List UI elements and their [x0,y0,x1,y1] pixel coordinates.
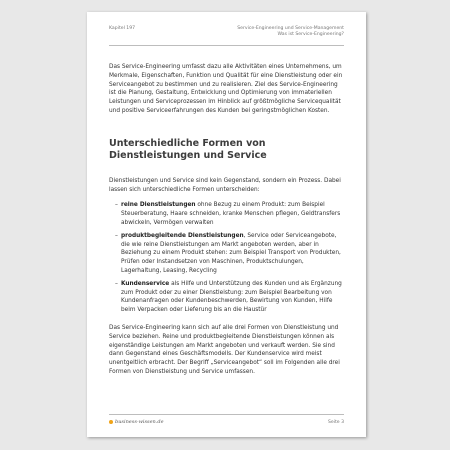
brand-logo[interactable] [109,419,164,425]
page-number: Seite 3 [327,420,344,425]
list-item-text: als Hilfe und Unterstützung des Kunden und als Ergänzung zum Produkt oder zu einer Dienstleistung: zum Beispiel Bearbeitung von Kundenanfragen oder Kundenbeschwerden, Bewirtung von Kunden, Hilfe beim Verpacken oder Lieferung bis an die Haustür [121,280,342,314]
list-item [115,280,344,315]
intro-paragraph: Das Service-Engineering umfasst dazu alle Aktivitäten eines Unternehmens, um Merkmale, Eigenschaften, Funktion und Qualität für eine Dienstleistung oder ein Serviceangebot zu bestimmen und zu realisieren. Ziel des Service-Engineering ist die Planung, Gestaltung, Entwicklung und Optimierung von immateriellen Leistungen und Serviceprozessen im Hinblick auf größtmögliche Servicequalität und positive Serviceerfahrungen des Kunden bei geringstmöglichen Kosten. [109,64,343,114]
list-item-lead: Kundenservice [121,280,170,287]
page-footer [109,414,344,429]
header-title-line2: Was ist Service-Engineering? [277,32,344,37]
list-item-text: ohne Bezug zu einem Produkt: zum Beispiel Steuerberatung, Haare schneiden, kranke Menschen pflegen, Geldtransfers abwickeln, Vermögen verwalten [121,202,341,226]
list-dash: – [115,232,118,239]
forms-intro-paragraph: Dienstleistungen und Service sind kein Gegenstand, sondern ein Prozess. Dabei lassen sich unterschiedliche Formen unterscheiden: [109,177,341,193]
logo-text: business-wissen.de [115,419,164,425]
document-page [87,12,366,437]
list-item-lead: reine Dienstleistungen [121,202,196,209]
list-item-lead: produktbegleitende Dienstleistungen [121,232,244,239]
closing-paragraph: Das Service-Engineering kann sich auf alle drei Formen von Dienstleistung und Service beziehen. Reine und produktbegleitende Dienstleistungen können als eigenständige Leistungen am Markt angeboten und verkauft werden. Sie sind dann Gegenstand eines Geschäftsmodells. Der Kundenservice wird meist unentgeltlich erbracht. Der Begriff „Serviceangebot“ soll im Folgenden alle drei Formen von Dienstleistung und Service umfassen. [109,324,340,375]
section-heading: Unterschiedliche Formen von Dienstleistungen und Service [109,137,267,162]
service-forms-list [109,201,344,315]
list-item [115,232,344,276]
list-item-text: , Service oder Serviceangebote, die wie reine Dienstleistungen am Markt angeboten werden, aber in Beziehung zu einem Produkt stehen: zum Beispiel Transport von Produkten, Prüfen oder Instandsetzen von Maschinen, Produktschulungen, Lagerhaltung, Leasing, Recycling [121,232,341,274]
page-header [109,26,344,46]
header-title [237,26,344,38]
page-body [109,63,344,377]
list-dash: – [115,280,118,287]
list-dash: – [115,202,118,209]
chapter-label: Kapitel 197 [109,26,136,31]
header-title-line1: Service-Engineering und Service-Management [237,26,344,31]
logo-dot-icon [109,420,113,424]
list-item [115,201,344,227]
